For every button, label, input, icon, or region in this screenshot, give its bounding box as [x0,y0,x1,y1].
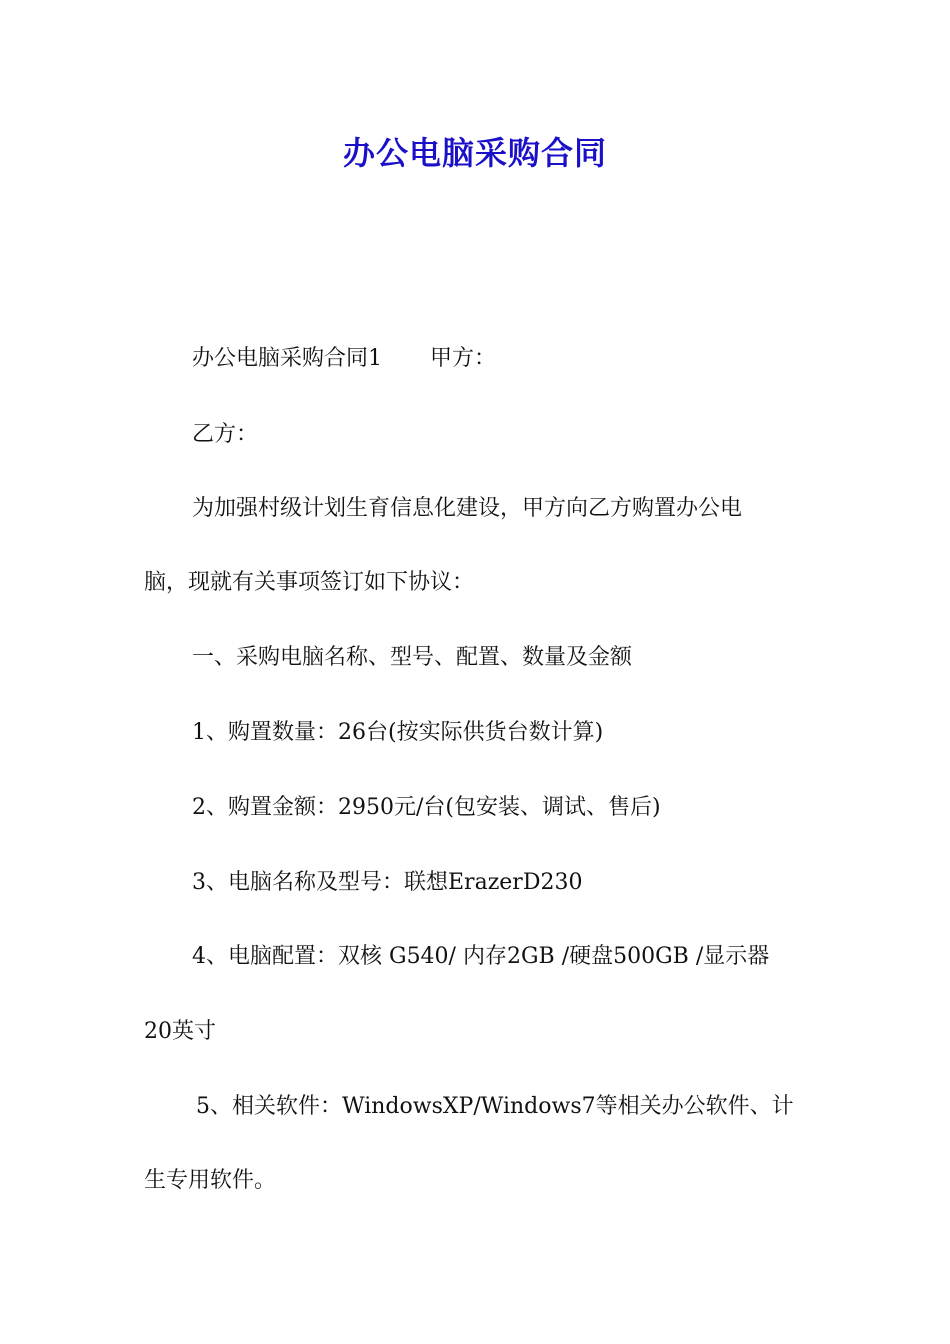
item-2-amount: 2、购置金额：2950元/台(包安装、调试、售后) [192,795,661,820]
section-1-title: 一、采购电脑名称、型号、配置、数量及金额 [192,645,633,670]
item-4-config-line-2: 20英寸 [144,1019,216,1044]
contract-name: 办公电脑采购合同1 [192,346,382,371]
item-4-config-line-1: 4、电脑配置：双核 G540/ 内存2GB /硬盘500GB /显示器 [192,944,770,969]
party-a-label: 甲方： [430,346,497,371]
party-b-label: 乙方： [192,422,259,447]
contract-heading-line [192,344,862,374]
document-title: 办公电脑采购合同 [342,134,607,172]
item-5-software-line-2: 生专用软件。 [144,1168,277,1193]
item-3-model: 3、电脑名称及型号：联想ErazerD230 [192,870,583,895]
intro-paragraph-line-2: 脑，现就有关事项签订如下协议： [144,570,475,595]
item-1-quantity: 1、购置数量：26台(按实际供货台数计算) [192,720,604,745]
intro-paragraph-line-1: 为加强村级计划生育信息化建设，甲方向乙方购置办公电 [192,496,743,521]
item-5-software-line-1: 5、相关软件：WindowsXP/Windows7等相关办公软件、计 [196,1094,794,1119]
